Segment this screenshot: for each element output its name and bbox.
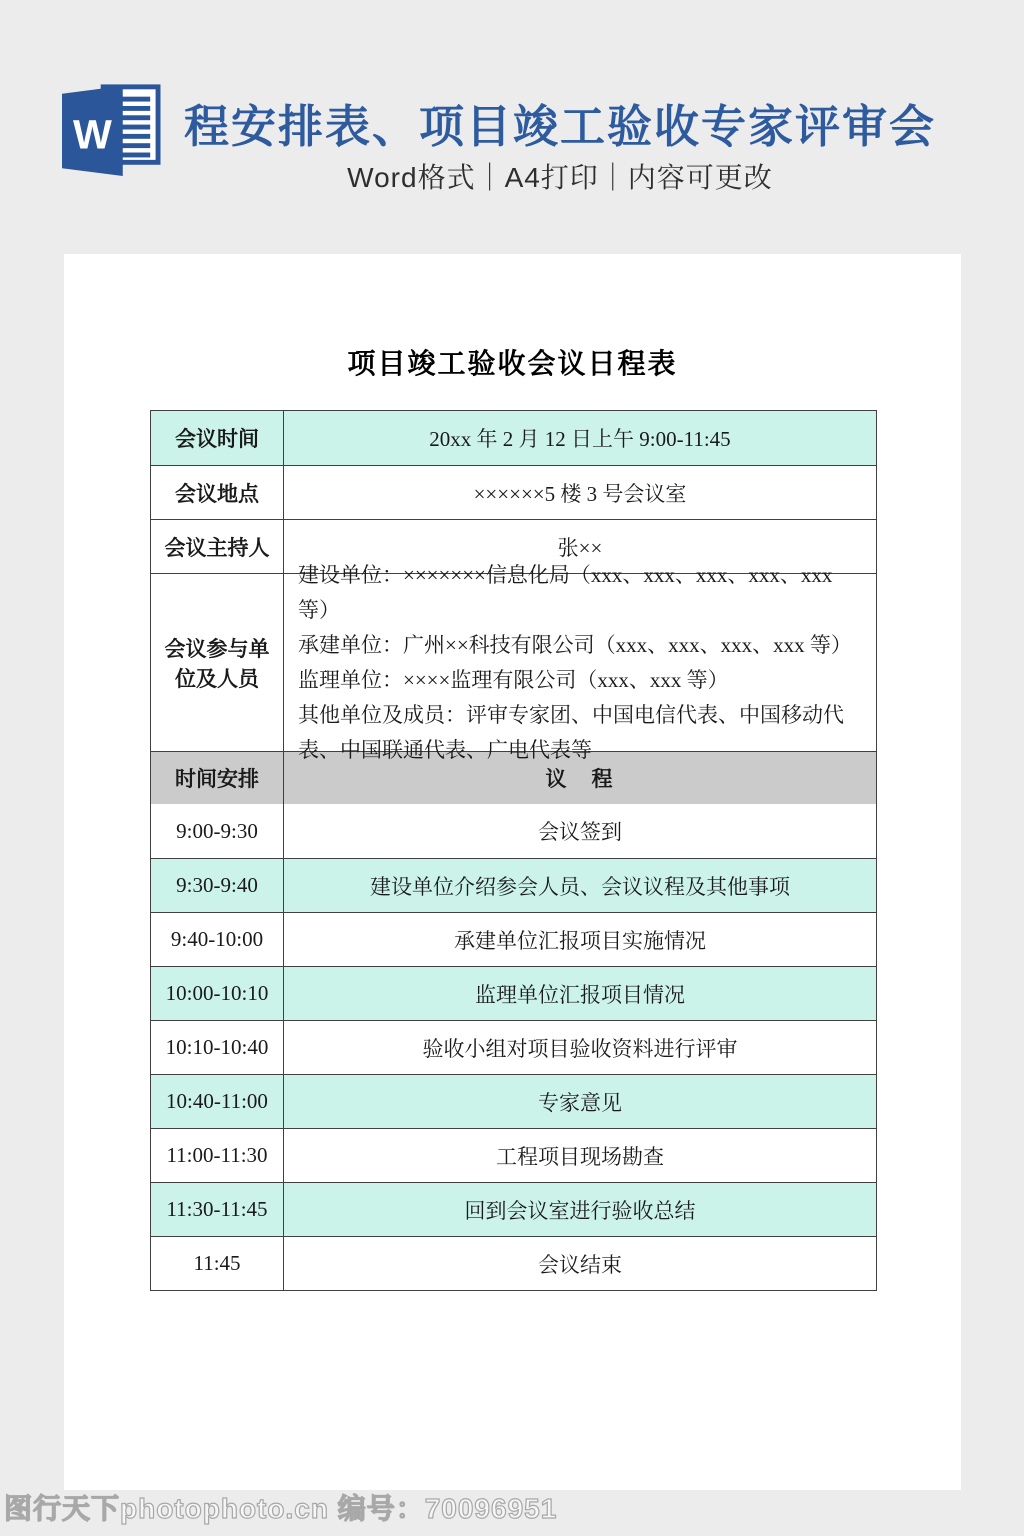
row-value: [284, 562, 876, 762]
table-row-schedule-header: [151, 751, 876, 804]
schedule-time-cell: 10:00-10:10: [151, 967, 284, 1020]
document-card: [64, 254, 961, 1490]
table-row-meeting-place: [151, 465, 876, 519]
schedule-time-cell: 9:00-9:30: [151, 804, 284, 858]
table-row-schedule: [151, 858, 876, 912]
row-label: 会议地点: [151, 466, 284, 519]
schedule-agenda-cell: 回到会议室进行验收总结: [464, 1198, 696, 1223]
schedule-time-cell: 10:10-10:40: [151, 1021, 284, 1074]
page-subtitle: Word格式｜A4打印｜内容可更改: [347, 162, 773, 193]
table-row-schedule: [151, 1074, 876, 1128]
schedule-agenda-cell: 工程项目现场勘查: [496, 1144, 664, 1169]
schedule-agenda-cell: 会议签到: [538, 820, 622, 844]
participant-line: 建设单位：×××××××信息化局（xxx、xxx、xxx、xxx、xxx 等）: [298, 562, 833, 622]
table-row-schedule: [151, 1182, 876, 1236]
svg-text:W: W: [72, 111, 112, 158]
schedule-agenda-header: 议 程: [545, 767, 615, 791]
table-row-meeting-time: [151, 411, 876, 465]
schedule-time-cell: 11:30-11:45: [151, 1183, 284, 1236]
watermark: 图行天下photophoto.cn 编号：70096951: [4, 1493, 558, 1524]
table-row-schedule: [151, 912, 876, 966]
word-icon-graphic: [60, 80, 162, 178]
schedule-agenda-cell: 验收小组对项目验收资料进行评审: [422, 1036, 738, 1061]
table-row-schedule: [151, 1128, 876, 1182]
table-row-schedule: [151, 1236, 876, 1290]
page-title: 程安排表、项目竣工验收专家评审会: [183, 101, 936, 152]
schedule-time-cell: 10:40-11:00: [151, 1075, 284, 1128]
participant-line: 承建单位：广州××科技有限公司（xxx、xxx、xxx、xxx 等）: [298, 632, 852, 657]
table-row-schedule: [151, 804, 876, 858]
schedule-agenda-cell: 建设单位介绍参会人员、会议议程及其他事项: [370, 874, 790, 899]
schedule-rows-container: [151, 804, 876, 1290]
row-label: 会议时间: [151, 411, 284, 465]
schedule-agenda-cell: 监理单位汇报项目情况: [475, 982, 685, 1007]
schedule-time-cell: 9:40-10:00: [151, 913, 284, 966]
schedule-time-cell: 9:30-9:40: [151, 859, 284, 912]
table-row-participants: [151, 562, 876, 762]
word-icon: [60, 80, 162, 178]
schedule-agenda-cell: 承建单位汇报项目实施情况: [454, 928, 706, 953]
table-row-schedule: [151, 966, 876, 1020]
schedule-agenda-cell: 会议结束: [538, 1252, 622, 1277]
schedule-agenda-cell: 专家意见: [538, 1090, 622, 1115]
participant-line: 其他单位及成员：评审专家团、中国电信代表、中国移动代表、中国联通代表、广电代表等: [298, 702, 844, 762]
row-value: 张××: [557, 535, 603, 560]
row-label: 会议主持人: [151, 520, 284, 573]
document-title: 项目竣工验收会议日程表: [347, 348, 678, 379]
schedule-time-cell: 11:00-11:30: [151, 1129, 284, 1182]
schedule-table: [150, 410, 877, 1291]
row-value: 20xx 年 2 月 12 日上午 9:00-11:45: [429, 427, 731, 451]
row-label: 会议参与单位及人员: [151, 574, 284, 751]
participant-line: 监理单位：××××监理有限公司（xxx、xxx 等）: [298, 667, 729, 692]
row-value: ××××××5 楼 3 号会议室: [473, 481, 687, 506]
schedule-time-header: 时间安排: [151, 752, 284, 804]
table-row-schedule: [151, 1020, 876, 1074]
schedule-time-cell: 11:45: [151, 1237, 284, 1290]
